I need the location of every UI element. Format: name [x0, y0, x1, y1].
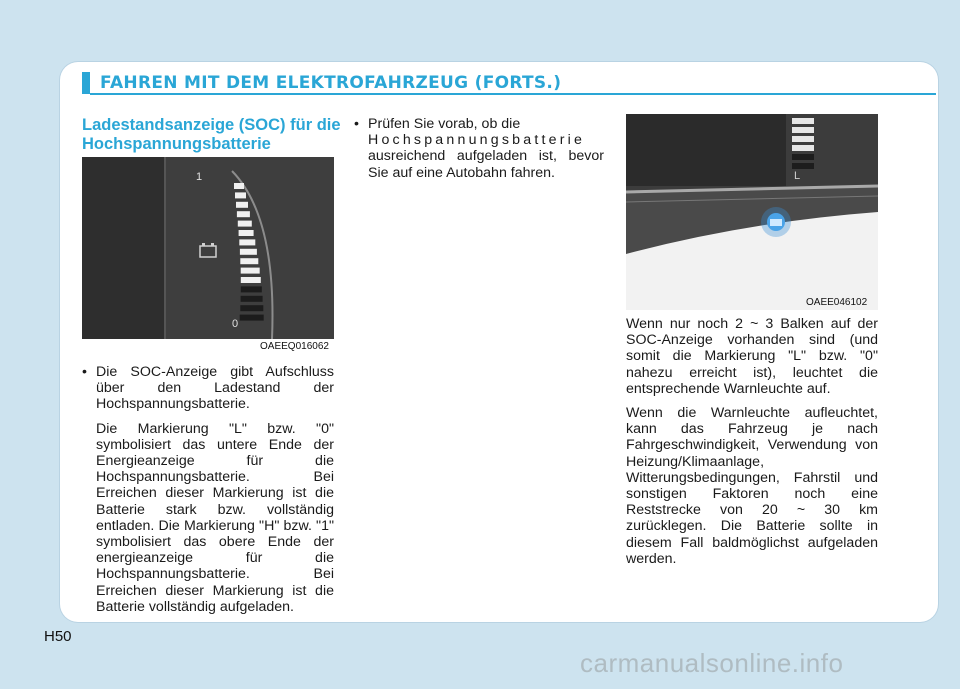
soc-bar	[792, 118, 814, 124]
warning-light-icon	[761, 207, 791, 237]
figure-code-1: OAEEQ016062	[260, 341, 329, 352]
soc-bar	[240, 315, 264, 321]
soc-label-bottom: 0	[232, 318, 239, 330]
soc-bar	[236, 202, 248, 208]
soc-bar	[240, 258, 258, 264]
soc-bar	[792, 127, 814, 133]
soc-bar	[792, 145, 814, 151]
soc-bar	[241, 286, 262, 292]
gauge-label-l: L	[794, 170, 801, 182]
header-accent-bar	[82, 72, 90, 94]
bullet-text-a: Prüfen Sie vorab, ob die	[368, 116, 521, 132]
column-1	[82, 364, 334, 623]
soc-bar	[241, 296, 263, 302]
paragraph-range: Wenn die Warnleuchte aufleuchtet, kann das Fahrzeug je nach Fahrgeschwindigkeit, Verwendung von Heizung/Klimaanlage, Witterungsbedingungen, Fahrstil und sonstigen Faktoren noch eine Reststrecke von 20 ~ 30 km zurücklegen. Die Batterie sollte in diesem Fall baldmöglichst aufgeladen werden.	[626, 405, 878, 567]
soc-bar	[240, 305, 263, 311]
soc-bar	[238, 221, 252, 227]
paragraph-warning: Wenn nur noch 2 ~ 3 Balken auf der SOC-Anzeige vorhanden sind (und somit die Markierung "L" bzw. "0" nahezu erreicht ist), leuchtet die entsprechende Warnleuchte auf.	[626, 316, 878, 397]
soc-bar	[792, 163, 814, 169]
bullet-soc: • Die SOC-Anzeige gibt Aufschluss über den Ladestand der Hochspannungsbatterie.	[82, 364, 334, 413]
soc-bar	[241, 277, 261, 283]
page-number: H50	[44, 628, 72, 645]
soc-bar	[241, 268, 260, 274]
soc-label-top: 1	[196, 171, 203, 183]
paragraph-marks: Die Markierung "L" bzw. "0" symbolisiert das untere Ende der Energieanzeige für die Hochspannungsbatterie. Bei Erreichen dieser Markierung ist die Batterie stark bzw. vollständig entladen. Die Markierung "H" bzw. "1" symbolisiert das obere Ende der energieanzeige für die Hochspannungsbatterie. Bei Erreichen dieser Markierung ist die Batterie vollständig aufgeladen.	[96, 420, 334, 615]
bullet-text-b: Hochspannungsbatterie	[368, 132, 586, 149]
soc-bar	[235, 192, 246, 198]
soc-bar	[240, 249, 257, 255]
figure-code-2: OAEE046102	[806, 297, 868, 308]
column-2	[354, 116, 604, 189]
bullet-text-c: ausreichend aufgeladen ist, bevor Sie auf eine Autobahn fahren.	[368, 148, 604, 181]
soc-bar	[239, 230, 254, 236]
column-3	[626, 316, 878, 575]
warning-light-figure	[626, 114, 878, 310]
soc-gauge-figure	[82, 157, 334, 339]
soc-bar	[234, 183, 244, 189]
soc-bar	[792, 154, 814, 160]
bullet-check-battery	[354, 116, 604, 181]
section-title: Ladestandsanzeige (SOC) für die Hochspannungsbatterie	[82, 116, 341, 153]
soc-bar	[792, 136, 814, 142]
watermark: carmanualsonline.info	[580, 648, 844, 678]
soc-bar	[237, 211, 250, 217]
header-rule	[90, 93, 936, 95]
page-header-title: FAHREN MIT DEM ELEKTROFAHRZEUG (FORTS.)	[100, 73, 562, 93]
soc-bar	[239, 239, 255, 245]
